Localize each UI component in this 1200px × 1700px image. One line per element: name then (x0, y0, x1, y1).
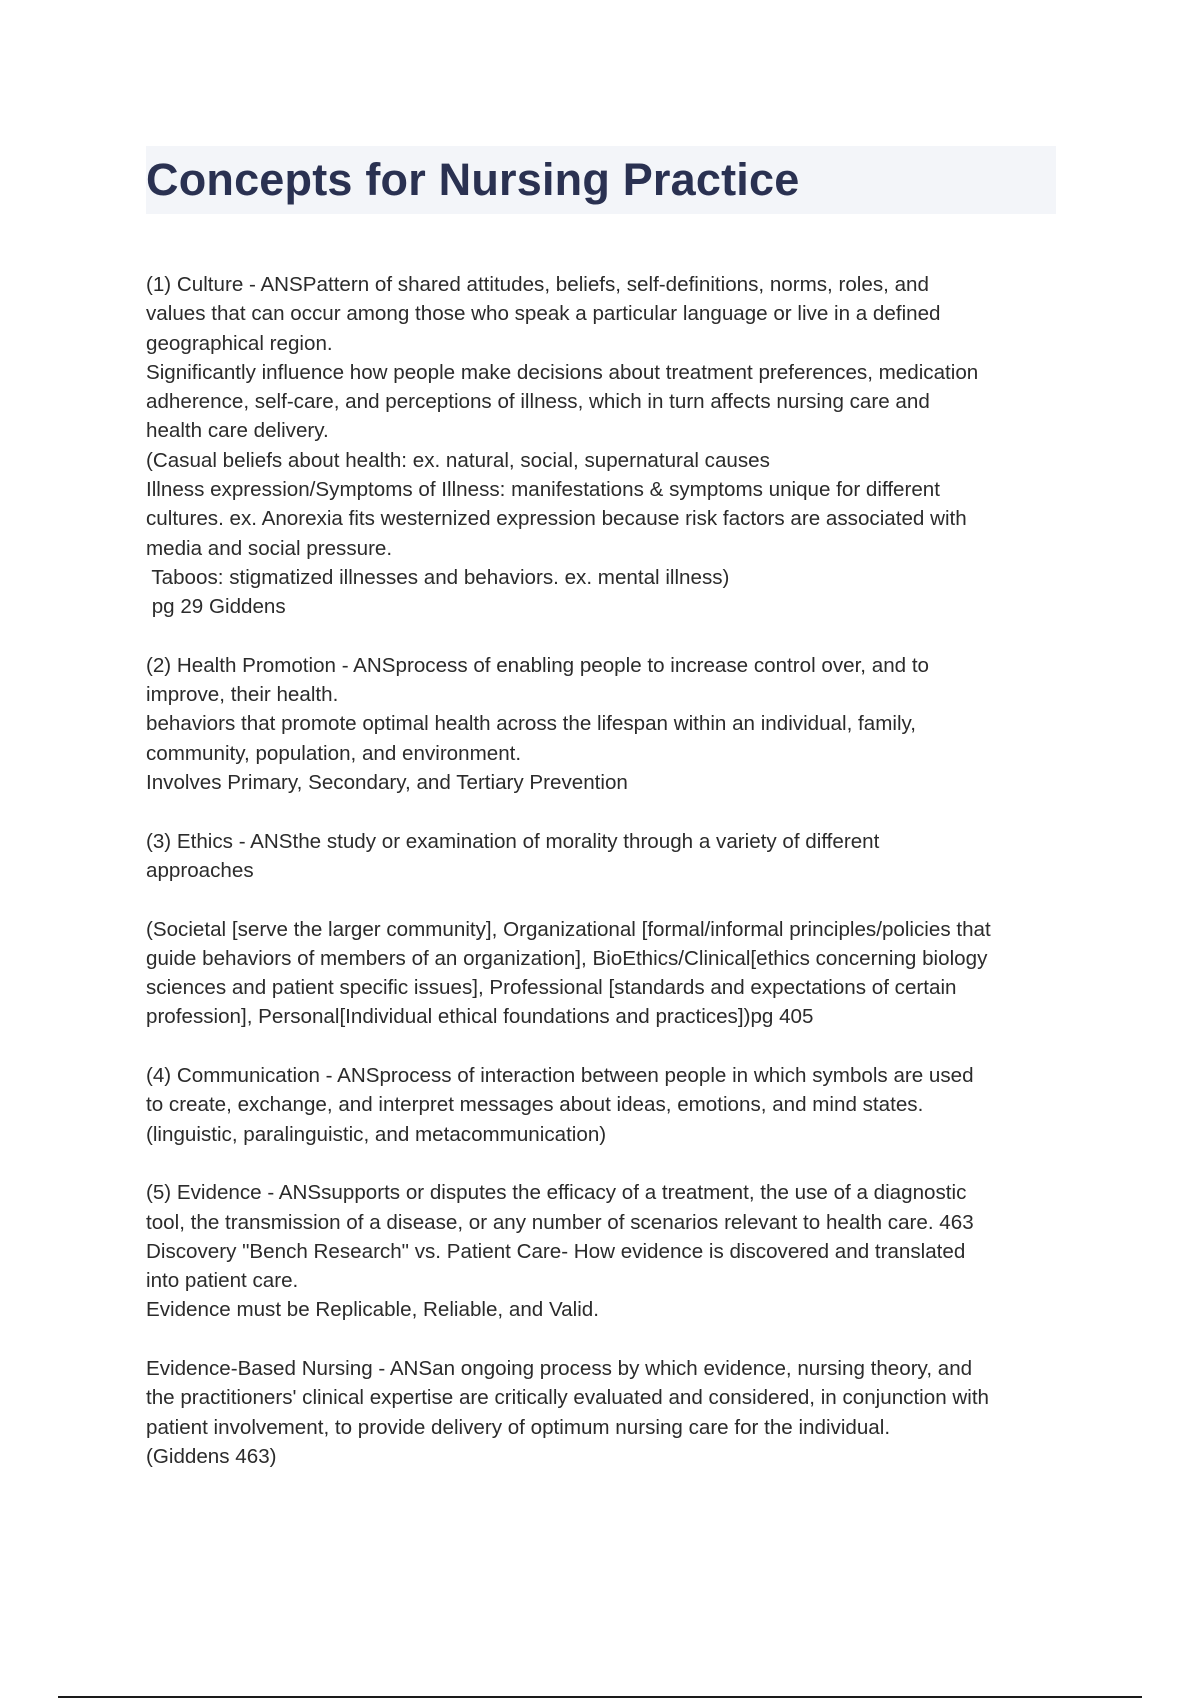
text-line: (4) Communication - ANSprocess of interaction between people in which symbols are used (146, 1064, 974, 1088)
text-line: the practitioners' clinical expertise are critically evaluated and considered, in conjunction with (146, 1386, 989, 1410)
text-line: behaviors that promote optimal health across the lifespan within an individual, family, (146, 712, 917, 736)
text-line: adherence, self-care, and perceptions of illness, which in turn affects nursing care and (146, 390, 930, 414)
text-line: Significantly influence how people make decisions about treatment preferences, medication (146, 360, 979, 384)
text-line: Illness expression/Symptoms of Illness: manifestations & symptoms unique for different (146, 478, 940, 502)
text-line: to create, exchange, and interpret messages about ideas, emotions, and mind states. (146, 1093, 924, 1117)
text-line: (Societal [serve the larger community], Organizational [formal/informal principles/policies that (146, 917, 991, 941)
text-line: cultures. ex. Anorexia fits westernized expression because risk factors are associated with (146, 507, 967, 531)
text-line: Taboos: stigmatized illnesses and behaviors. ex. mental illness) (146, 565, 730, 589)
text-line: Evidence must be Replicable, Reliable, and Valid. (146, 1298, 599, 1322)
text-line: improve, their health. (146, 683, 339, 707)
text-line: (Casual beliefs about health: ex. natural, social, supernatural causes (146, 448, 770, 472)
text-line: (linguistic, paralinguistic, and metacommunication) (146, 1122, 607, 1146)
text-section (146, 915, 1076, 1032)
text-line: media and social pressure. (146, 536, 393, 560)
text-line: (5) Evidence - ANSsupports or disputes the efficacy of a treatment, the use of a diagnostic (146, 1181, 967, 1205)
text-line: (Giddens 463) (146, 1444, 277, 1468)
text-section (146, 1061, 1076, 1149)
paragraph-gap (146, 885, 1076, 914)
title-banner (146, 146, 1056, 214)
text-line: values that can occur among those who speak a particular language or live in a defined (146, 302, 941, 326)
text-line: patient involvement, to provide delivery of optimum nursing care for the individual. (146, 1415, 891, 1439)
text-section (146, 827, 1076, 886)
text-line: profession], Personal[Individual ethical foundations and practices])pg 405 (146, 1005, 814, 1029)
paragraph-gap (146, 622, 1076, 651)
document-body (146, 270, 1076, 1471)
paragraph-gap (146, 797, 1076, 826)
paragraph-gap (146, 1032, 1076, 1061)
text-section (146, 1354, 1076, 1471)
text-section (146, 270, 1076, 622)
page-title: Concepts for Nursing Practice (146, 154, 800, 205)
paragraph-gap (146, 1149, 1076, 1178)
text-line: (3) Ethics - ANSthe study or examination of morality through a variety of different (146, 829, 880, 853)
text-line: health care delivery. (146, 419, 329, 443)
text-line: guide behaviors of members of an organization], BioEthics/Clinical[ethics concerning biology (146, 946, 988, 970)
text-line: (1) Culture - ANSPattern of shared attitudes, beliefs, self-definitions, norms, roles, and (146, 273, 929, 296)
text-section (146, 651, 1076, 797)
paragraph-gap (146, 1325, 1076, 1354)
text-line: geographical region. (146, 331, 333, 355)
text-line: (2) Health Promotion - ANSprocess of enabling people to increase control over, and to (146, 653, 930, 677)
text-line: into patient care. (146, 1269, 299, 1293)
text-line: pg 29 Giddens (146, 595, 286, 619)
text-line: sciences and patient specific issues], Professional [standards and expectations of certain (146, 976, 957, 1000)
footer-divider (58, 1696, 1142, 1698)
text-line: Discovery "Bench Research" vs. Patient Care- How evidence is discovered and translated (146, 1239, 966, 1263)
text-section (146, 1178, 1076, 1324)
text-line: Evidence-Based Nursing - ANSan ongoing process by which evidence, nursing theory, and (146, 1356, 973, 1380)
text-line: Involves Primary, Secondary, and Tertiary Prevention (146, 771, 628, 795)
text-line: tool, the transmission of a disease, or any number of scenarios relevant to health care. 463 (146, 1210, 974, 1234)
text-line: approaches (146, 858, 254, 882)
text-line: community, population, and environment. (146, 741, 522, 765)
